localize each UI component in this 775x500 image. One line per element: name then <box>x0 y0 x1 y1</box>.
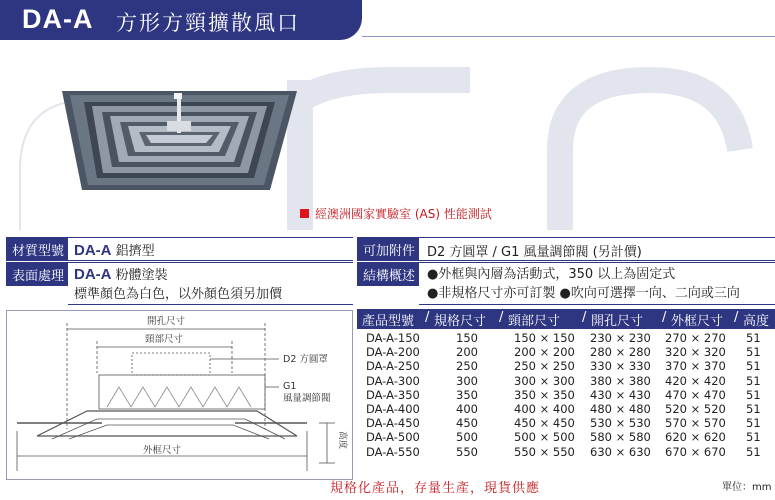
header-separator: / <box>425 310 430 325</box>
table-cell: 550 × 550 <box>514 444 575 459</box>
table-cell: 300 × 300 <box>514 373 575 388</box>
table-cell: 520 × 520 <box>665 401 726 416</box>
table-cell: 51 <box>746 373 761 388</box>
table-row <box>357 374 775 388</box>
column-header: 產品型號 <box>362 314 415 329</box>
unit-note: 單位：mm <box>722 482 772 493</box>
table-cell: 400 <box>456 401 478 416</box>
footer-slogan: 規格化產品，存量生產，現貨供應 <box>330 481 541 496</box>
diffuser-illustration <box>62 85 302 195</box>
structure-label: 結構概述 <box>357 262 419 286</box>
product-model: DA-A <box>22 4 94 34</box>
table-cell: DA-A-150 <box>366 331 420 345</box>
g1-damper-label: 風量調節閥 <box>283 393 331 404</box>
table-row <box>357 331 775 345</box>
column-header: 頸部尺寸 <box>508 314 561 329</box>
table-cell: 350 × 350 <box>514 387 575 402</box>
column-header: 規格尺寸 <box>434 314 487 329</box>
dimension-diagram <box>6 310 353 480</box>
table-cell: DA-A-350 <box>366 387 420 402</box>
table-cell: 270 × 270 <box>665 331 726 345</box>
header-rule <box>362 36 775 37</box>
table-cell: 51 <box>746 359 761 374</box>
table-cell: 51 <box>746 387 761 402</box>
table-cell: 51 <box>746 401 761 416</box>
outer-label: 外框尺寸 <box>142 445 182 456</box>
material-model: DA-A <box>74 242 112 259</box>
table-row <box>357 445 775 459</box>
table-header <box>357 309 775 329</box>
table-cell: 380 × 380 <box>590 373 651 388</box>
surface-note: 標準顏色為白色，以外顏色須另加價 <box>74 287 283 302</box>
table-row <box>357 388 775 402</box>
table-cell: 320 × 320 <box>665 345 726 360</box>
header-banner <box>0 0 362 40</box>
product-title: 方形方頸擴散風口 <box>116 11 300 35</box>
table-cell: DA-A-550 <box>366 444 420 459</box>
d2-label: D2 方圓罩 <box>283 354 328 365</box>
table-cell: 51 <box>746 331 761 345</box>
surface-text: 粉體塗裝 <box>115 268 168 283</box>
table-row <box>357 402 775 416</box>
column-header: 開孔尺寸 <box>591 314 644 329</box>
table-cell: 400 × 400 <box>514 401 575 416</box>
height-label: 高度 <box>337 431 347 450</box>
table-cell: 51 <box>746 345 761 360</box>
table-cell: DA-A-250 <box>366 359 420 374</box>
table-cell: 430 × 430 <box>590 387 651 402</box>
table-row <box>357 345 775 359</box>
structure-line1: ●外框與內層為活動式，350 以上為固定式 <box>427 267 676 282</box>
table-cell: 450 × 450 <box>514 416 575 431</box>
table-row <box>357 359 775 373</box>
structure-line2: ●非規格尺寸亦可訂製 ●吹向可選擇一向、二向或三向 <box>427 286 740 301</box>
material-value <box>68 237 353 261</box>
table-cell: 630 × 630 <box>590 444 651 459</box>
table-cell: 330 × 330 <box>590 359 651 374</box>
table-cell: 500 × 500 <box>514 430 575 445</box>
header-separator: / <box>499 310 504 325</box>
header-separator: / <box>582 310 587 325</box>
red-square-icon <box>300 209 309 218</box>
surface-model: DA-A <box>74 266 112 283</box>
table-cell: 450 <box>456 416 478 431</box>
table-cell: DA-A-200 <box>366 345 420 360</box>
table-cell: 620 × 620 <box>665 430 726 445</box>
table-cell: 200 × 200 <box>514 345 575 360</box>
opening-label: 開孔尺寸 <box>146 316 186 327</box>
table-cell: 500 <box>456 430 478 445</box>
column-header: 外框尺寸 <box>671 314 724 329</box>
surface-value <box>68 262 353 305</box>
table-cell: 570 × 570 <box>665 416 726 431</box>
table-cell: 370 × 370 <box>665 359 726 374</box>
table-row <box>357 416 775 430</box>
material-text: 鋁擠型 <box>115 244 155 259</box>
table-cell: DA-A-500 <box>366 430 420 445</box>
table-cell: 670 × 670 <box>665 444 726 459</box>
table-cell: 150 × 150 <box>514 331 575 345</box>
table-row <box>357 430 775 444</box>
table-cell: 350 <box>456 387 478 402</box>
table-cell: 280 × 280 <box>590 345 651 360</box>
table-cell: 530 × 530 <box>590 416 651 431</box>
table-cell: 580 × 580 <box>590 430 651 445</box>
table-cell: DA-A-450 <box>366 416 420 431</box>
table-cell: 250 × 250 <box>514 359 575 374</box>
table-cell: 51 <box>746 430 761 445</box>
table-cell: 250 <box>456 359 478 374</box>
table-cell: 300 <box>456 373 478 388</box>
material-label: 材質型號 <box>6 237 68 261</box>
column-header: 高度 <box>743 314 770 329</box>
table-cell: DA-A-300 <box>366 373 420 388</box>
header-separator: / <box>662 310 667 325</box>
table-cell: 470 × 470 <box>665 387 726 402</box>
header-separator: / <box>734 310 739 325</box>
table-cell: 51 <box>746 444 761 459</box>
table-cell: 230 × 230 <box>590 331 651 345</box>
table-body <box>357 329 775 459</box>
structure-value <box>419 262 775 305</box>
spec-table <box>357 309 775 459</box>
test-note: 經澳洲國家實驗室 (AS) 性能測試 <box>300 205 492 222</box>
neck-label: 頸部尺寸 <box>144 334 184 345</box>
table-cell: 150 <box>456 331 478 345</box>
accessory-label: 可加附件 <box>357 237 419 261</box>
table-cell: 51 <box>746 416 761 431</box>
surface-label: 表面處理 <box>6 262 68 286</box>
accessory-value: D2 方圓罩 / G1 風量調節閥 (另計價) <box>419 237 775 261</box>
section-drawing <box>7 311 352 479</box>
table-cell: 200 <box>456 345 478 360</box>
g1-label: G1 <box>283 381 297 392</box>
table-cell: 420 × 420 <box>665 373 726 388</box>
table-cell: DA-A-400 <box>366 401 420 416</box>
table-cell: 480 × 480 <box>590 401 651 416</box>
table-cell: 550 <box>456 444 478 459</box>
